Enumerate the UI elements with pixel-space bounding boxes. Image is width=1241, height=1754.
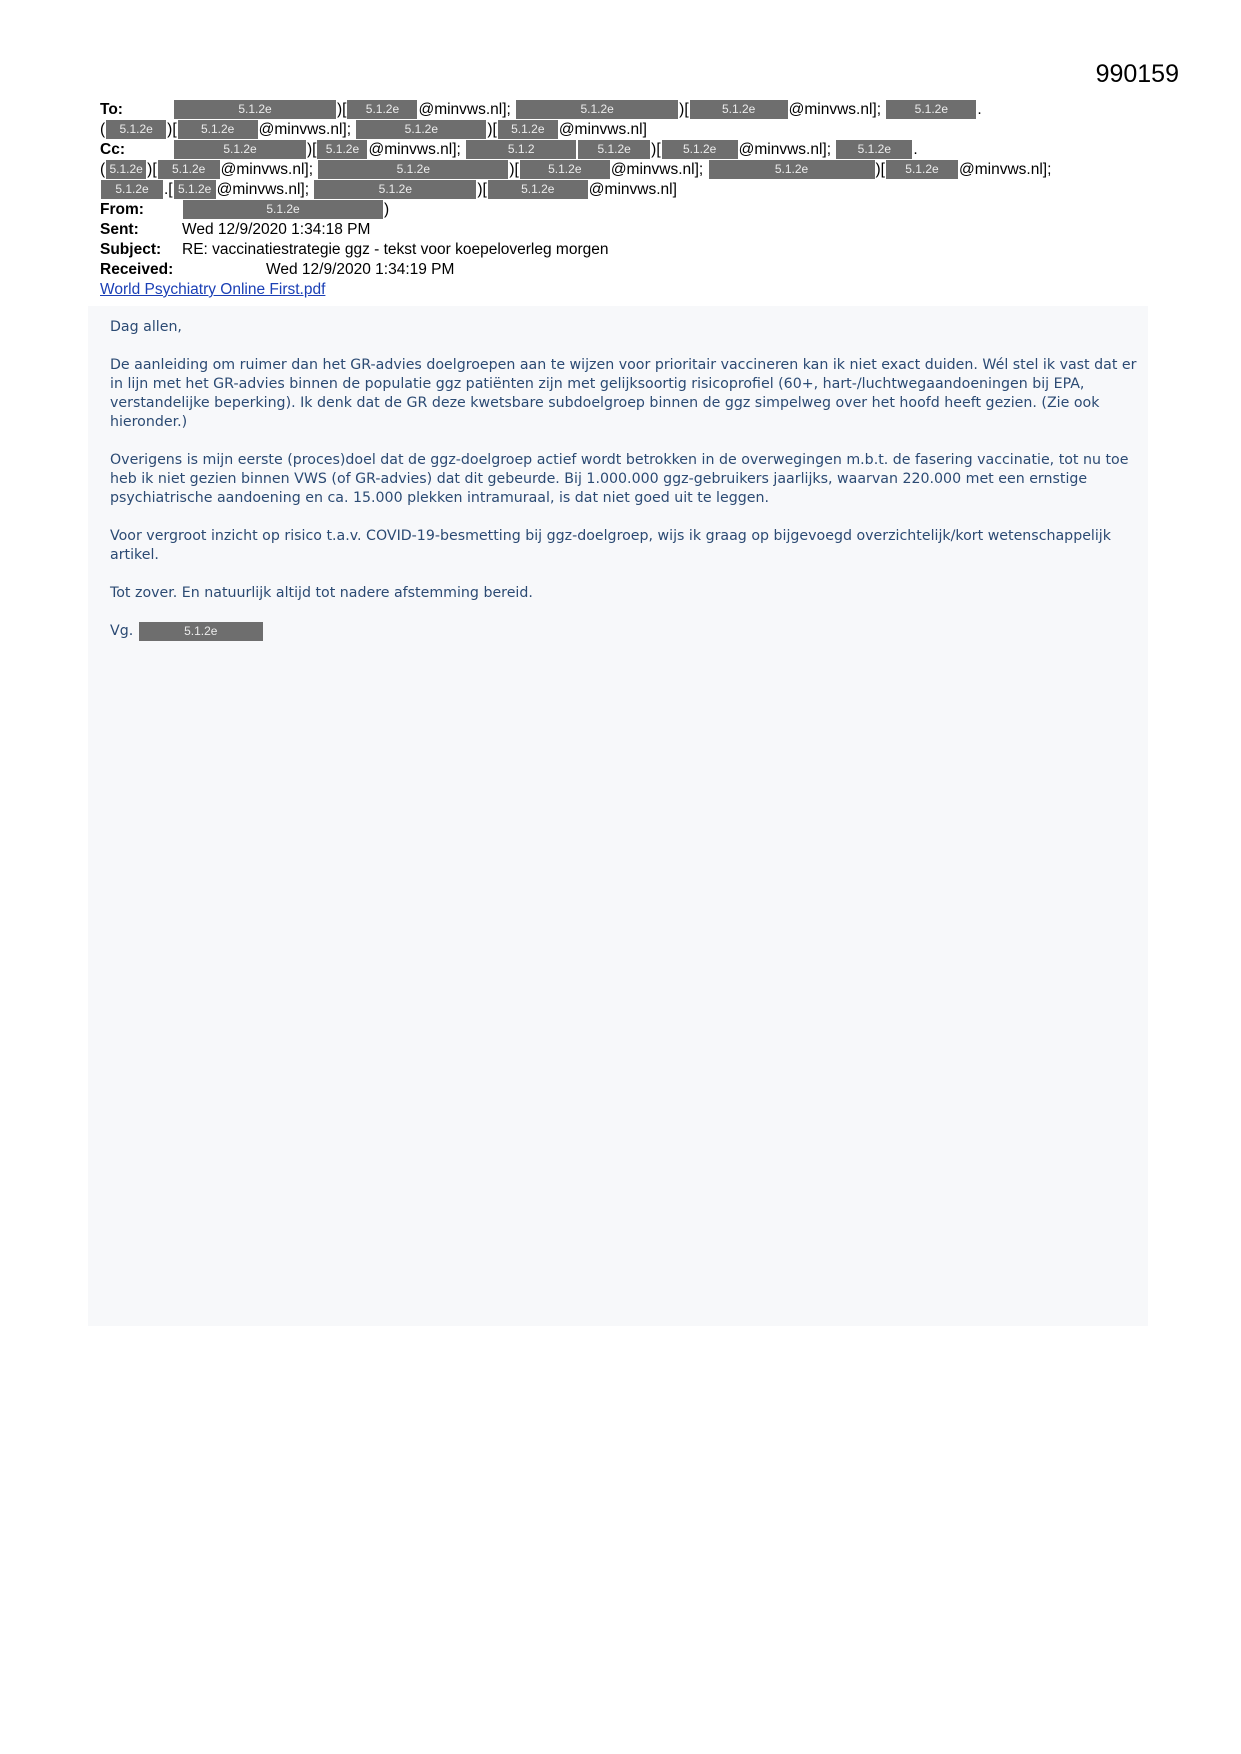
greeting: Dag allen,: [110, 319, 182, 335]
email-domain: @minvws.nl]: [558, 121, 647, 138]
redaction-box: 5.1.2: [466, 140, 576, 159]
body-paragraph: Tot zover. En natuurlijk altijd tot nadere afstemming bereid.: [110, 585, 533, 601]
email-domain: @minvws.nl];: [220, 161, 314, 178]
redaction-box: 5.1.2e: [106, 160, 146, 179]
subject-value: RE: vaccinatiestrategie ggz - tekst voor koepeloverleg morgen: [182, 241, 609, 258]
email-domain: @minvws.nl];: [610, 161, 704, 178]
redaction-box: 5.1.2e: [174, 180, 216, 199]
redaction-box: 5.1.2e: [101, 180, 163, 199]
sent-label: Sent:: [100, 221, 139, 238]
email-body-panel: [88, 306, 1148, 1326]
redaction-box: 5.1.2e: [318, 160, 508, 179]
body-paragraph: De aanleiding om ruimer dan het GR-advies doelgroepen aan te wijzen voor prioritair vaccineren kan ik niet exact duiden. Wél stel ik vast dat er in lijn met het GR-advies binnen de populatie ggz patiënten zijn met gelijksoortig risicoprofiel (60+, hart-/luchtwegaandoeningen bij EPA, verstandelijke beperking). Ik denk dat de GR deze kwetsbare subdoelgroep binnen de ggz simpelweg over het hoofd heeft gezien. (Zie ook hieronder.): [110, 357, 1137, 430]
email-domain: @minvws.nl];: [418, 101, 511, 118]
redaction-box: 5.1.2e: [488, 180, 588, 199]
subject-label: Subject:: [100, 241, 162, 258]
sent-line: [100, 220, 1140, 240]
redaction-box: 5.1.2e: [662, 140, 738, 159]
signoff-line: [110, 622, 1140, 641]
redaction-box: 5.1.2e: [836, 140, 912, 159]
email-domain: @minvws.nl];: [958, 161, 1052, 178]
body-paragraph: Overigens is mijn eerste (proces)doel dat de ggz-doelgroep actief wordt betrokken in de overwegingen m.b.t. de fasering vaccinatie, tot nu toe heb ik niet gezien binnen VWS (of GR-advies) dat dit gebeurde. Bij 1.000.000 ggz-gebruikers jaarlijks, waarvan 220.000 met een ernstige psychiatrische aandoening en ca. 15.000 plekken intramuraal, is dat niet goed uit te leggen.: [110, 452, 1129, 506]
redaction-box: 5.1.2e: [174, 100, 336, 119]
redaction-box: 5.1.2e: [314, 180, 476, 199]
attachment-link[interactable]: World Psychiatry Online First.pdf: [100, 281, 326, 298]
received-label: Received:: [100, 261, 174, 278]
redaction-box: 5.1.2e: [347, 100, 417, 119]
redaction-box: 5.1.2e: [498, 120, 558, 139]
to-label: To:: [100, 101, 123, 118]
from-label: From:: [100, 201, 144, 218]
redaction-box: 5.1.2e: [516, 100, 678, 119]
received-line: [100, 260, 1140, 280]
to-line-2: ( 5.1.2e )[ 5.1.2e @minvws.nl]; 5.1.2e )[ 5.1.2e @minvws.nl]: [100, 121, 647, 138]
redaction-box: 5.1.2e: [520, 160, 610, 179]
email-header: [100, 100, 1140, 300]
redaction-box: 5.1.2e: [158, 160, 220, 179]
body-paragraph: Voor vergroot inzicht op risico t.a.v. COVID-19-besmetting bij ggz-doelgroep, wijs ik graag op bijgevoegd overzichtelijk/kort wetenschappelijk artikel.: [110, 528, 1111, 563]
to-line-1: To: 5.1.2e )[ 5.1.2e @minvws.nl]; 5.1.2e )[ 5.1.2e @minvws.nl]; 5.1.2e .: [100, 101, 982, 118]
cc-label: Cc:: [100, 141, 125, 158]
redaction-box: 5.1.2e: [183, 200, 383, 219]
subject-line: [100, 240, 1140, 260]
redaction-box: 5.1.2e: [886, 160, 958, 179]
redaction-box: 5.1.2e: [690, 100, 788, 119]
document-number: 990159: [1095, 60, 1179, 88]
redaction-box: 5.1.2e: [174, 140, 306, 159]
from-line: From: 5.1.2e ): [100, 201, 390, 218]
redaction-box: 5.1.2e: [317, 140, 367, 159]
email-domain: @minvws.nl];: [216, 181, 310, 198]
redaction-box: 5.1.2e: [709, 160, 875, 179]
redaction-box: 5.1.2e: [886, 100, 976, 119]
sent-value: Wed 12/9/2020 1:34:18 PM: [182, 221, 371, 238]
redaction-box: 5.1.2e: [578, 140, 650, 159]
email-body: [110, 318, 1140, 660]
email-domain: @minvws.nl];: [738, 141, 832, 158]
redaction-box: 5.1.2e: [106, 120, 166, 139]
email-domain: @minvws.nl];: [788, 101, 882, 118]
attachment-line: [100, 280, 1140, 300]
received-value: Wed 12/9/2020 1:34:19 PM: [266, 261, 455, 278]
email-domain: @minvws.nl];: [368, 141, 461, 158]
redaction-box: 5.1.2e: [356, 120, 486, 139]
cc-line-1: Cc: 5.1.2e )[ 5.1.2e @minvws.nl]; 5.1.2 5.1.2e )[ 5.1.2e @minvws.nl]; 5.1.2e .: [100, 141, 918, 158]
email-domain: @minvws.nl];: [258, 121, 352, 138]
cc-line-2: ( 5.1.2e )[ 5.1.2e @minvws.nl]; 5.1.2e )[ 5.1.2e @minvws.nl]; 5.1.2e )[ 5.1.2e @minvws.nl];: [100, 161, 1052, 178]
signoff: Vg.: [110, 623, 134, 639]
email-domain: @minvws.nl]: [588, 181, 677, 198]
redaction-box: 5.1.2e: [178, 120, 258, 139]
cc-line-3: 5.1.2e .[ 5.1.2e @minvws.nl]; 5.1.2e )[ 5.1.2e @minvws.nl]: [100, 180, 1140, 200]
redaction-box: 5.1.2e: [139, 622, 263, 641]
